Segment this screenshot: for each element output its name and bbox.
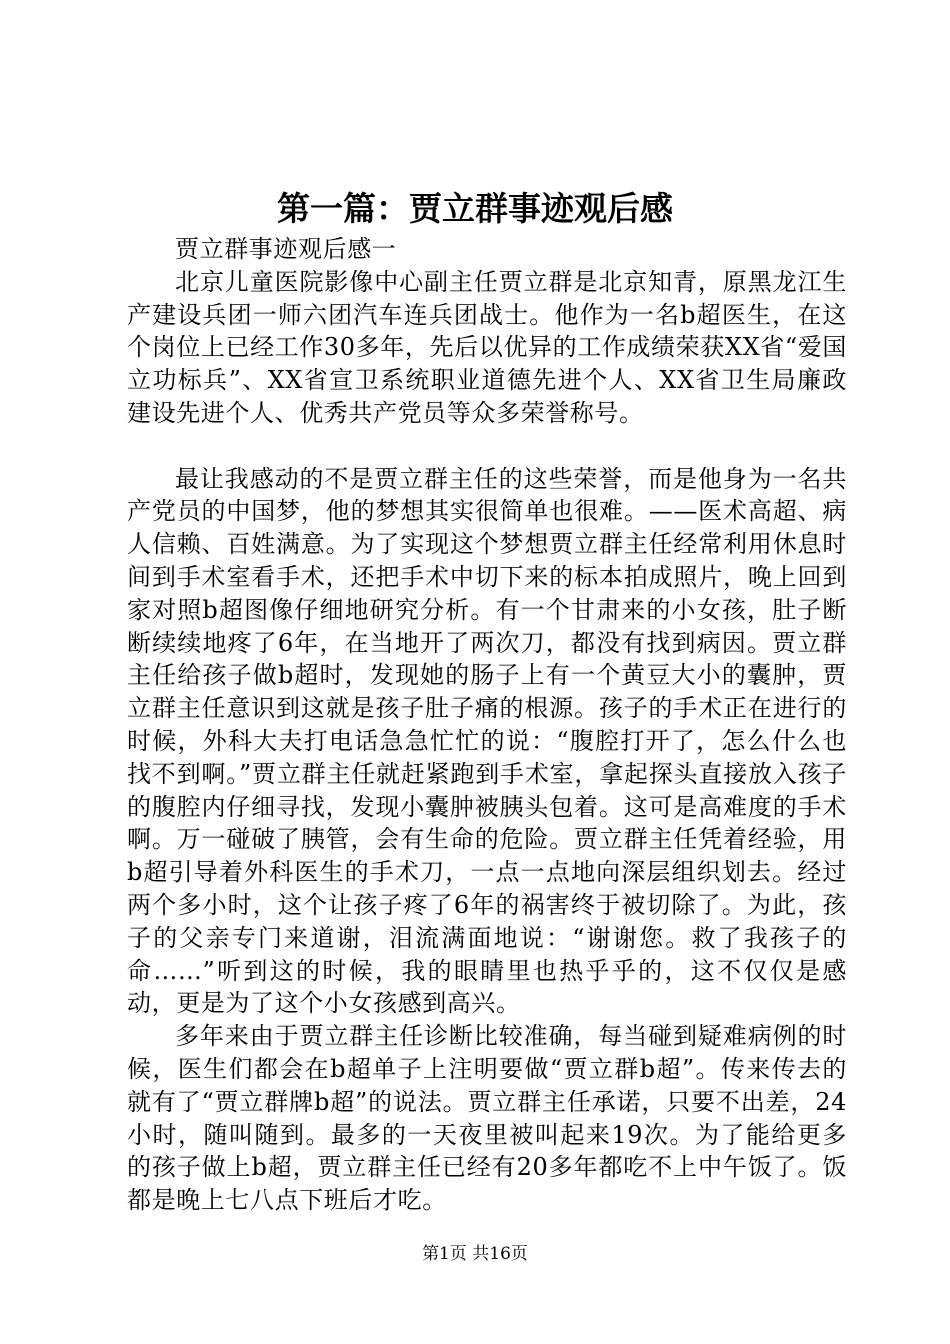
document-body <box>127 233 847 1217</box>
section-subtitle: 贾立群事迹观后感一 <box>175 235 397 263</box>
paragraph-1: 北京儿童医院影像中心副主任贾立群是北京知青，原黑龙江生产建设兵团一师六团汽车连兵团战士。他作为一名b超医生，在这个岗位上已经工作30多年，先后以优异的工作成绩荣获XX省“爱国立功标兵”、XX省宣卫系统职业道德先进个人、XX省卫生局廉政建设先进个人、优秀共产党员等众多荣誉称号。 <box>127 267 847 427</box>
paragraph-spacer <box>127 430 847 463</box>
page-footer: 第1页 共16页 <box>422 1244 528 1264</box>
paragraph-2: 最让我感动的不是贾立群主任的这些荣誉，而是他身为一名共产党员的中国梦，他的梦想其实很简单也很难。——医术高超、病人信赖、百姓满意。为了实现这个梦想贾立群主任经常利用休息时间到手术室看手术，还把手术中切下来的标本拍成照片，晚上回到家对照b超图像仔细地研究分析。有一个甘肃来的小女孩，肚子断断续续地疼了6年，在当地开了两次刀，都没有找到病因。贾立群主任给孩子做b超时，发现她的肠子上有一个黄豆大小的囊肿，贾立群主任意识到这就是孩子肚子痛的根源。孩子的手术正在进行的时候，外科大夫打电话急急忙忙的说：“腹腔打开了，怎么什么也找不到啊。”贾立群主任就赶紧跑到手术室，拿起探头直接放入孩子的腹腔内仔细寻找，发现小囊肿被胰头包着。这可是高难度的手术啊。万一碰破了胰管，会有生命的危险。贾立群主任凭着经验，用b超引导着外科医生的手术刀，一点一点地向深层组织划去。经过两个多小时，这个让孩子疼了6年的祸害终于被切除了。为此，孩子的父亲专门来道谢，泪流满面地说：“谢谢您。救了我孩子的命……”听到这的时候，我的眼睛里也热乎乎的，这不仅仅是感动，更是为了这个小女孩感到高兴。 <box>127 464 847 1018</box>
document-title: 第一篇：贾立群事迹观后感 <box>277 189 673 228</box>
paragraph-3: 多年来由于贾立群主任诊断比较准确，每当碰到疑难病例的时候，医生们都会在b超单子上注明要做“贾立群b超”。传来传去的就有了“贾立群牌b超”的说法。贾立群主任承诺，只要不出差，24小时，随叫随到。最多的一天夜里被叫起来19次。为了能给更多的孩子做上b超，贾立群主任已经有20多年都吃不上中午饭了。饭都是晚上七八点下班后才吃。 <box>127 1022 847 1215</box>
